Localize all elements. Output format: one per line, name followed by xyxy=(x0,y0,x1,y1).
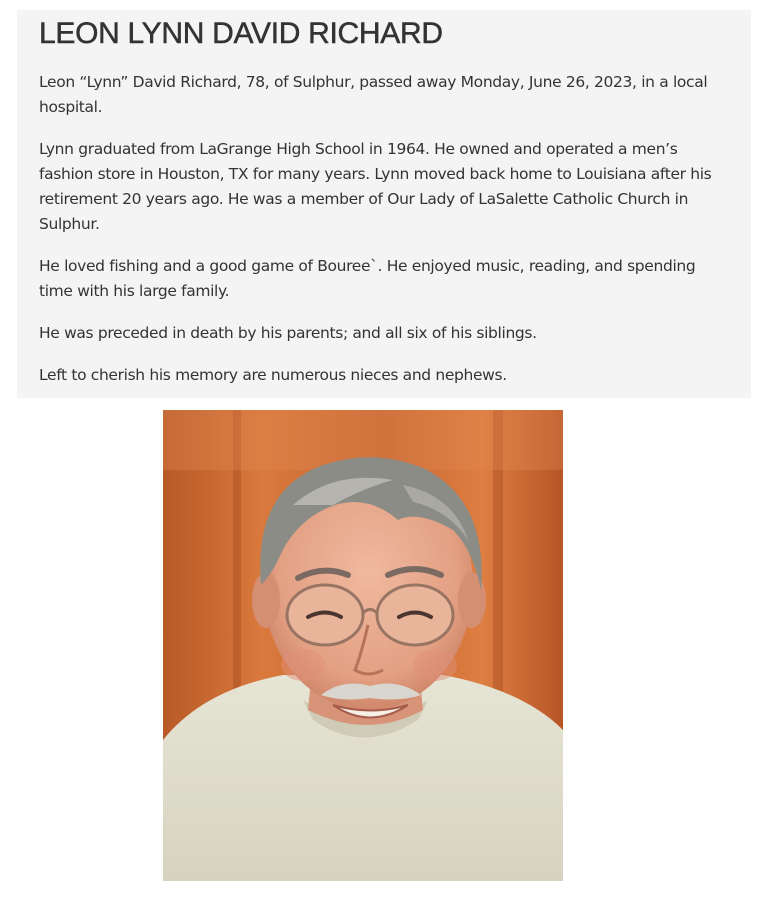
portrait-illustration xyxy=(163,410,563,881)
obituary-card xyxy=(17,10,751,398)
obituary-paragraph-4: He was preceded in death by his parents; and all six of his siblings. xyxy=(39,324,537,342)
obituary-paragraph-5: Left to cherish his memory are numerous nieces and nephews. xyxy=(39,366,507,384)
obituary-paragraph-1: Leon “Lynn” David Richard, 78, of Sulphur, passed away Monday, June 26, 2023, in a local hospital. xyxy=(39,73,708,116)
obituary-title: LEON LYNN DAVID RICHARD xyxy=(39,17,443,50)
obituary-paragraph-2: Lynn graduated from LaGrange High School in 1964. He owned and operated a men’s fashion store in Houston, TX for many years. Lynn moved back home to Louisiana after his retirement 20 years ago. He was a member of Our Lady of LaSalette Catholic Church in Sulphur. xyxy=(39,140,712,233)
obituary-paragraph-3: He loved fishing and a good game of Bouree`. He enjoyed music, reading, and spending time with his large family. xyxy=(39,257,696,300)
portrait-photo xyxy=(163,410,563,881)
